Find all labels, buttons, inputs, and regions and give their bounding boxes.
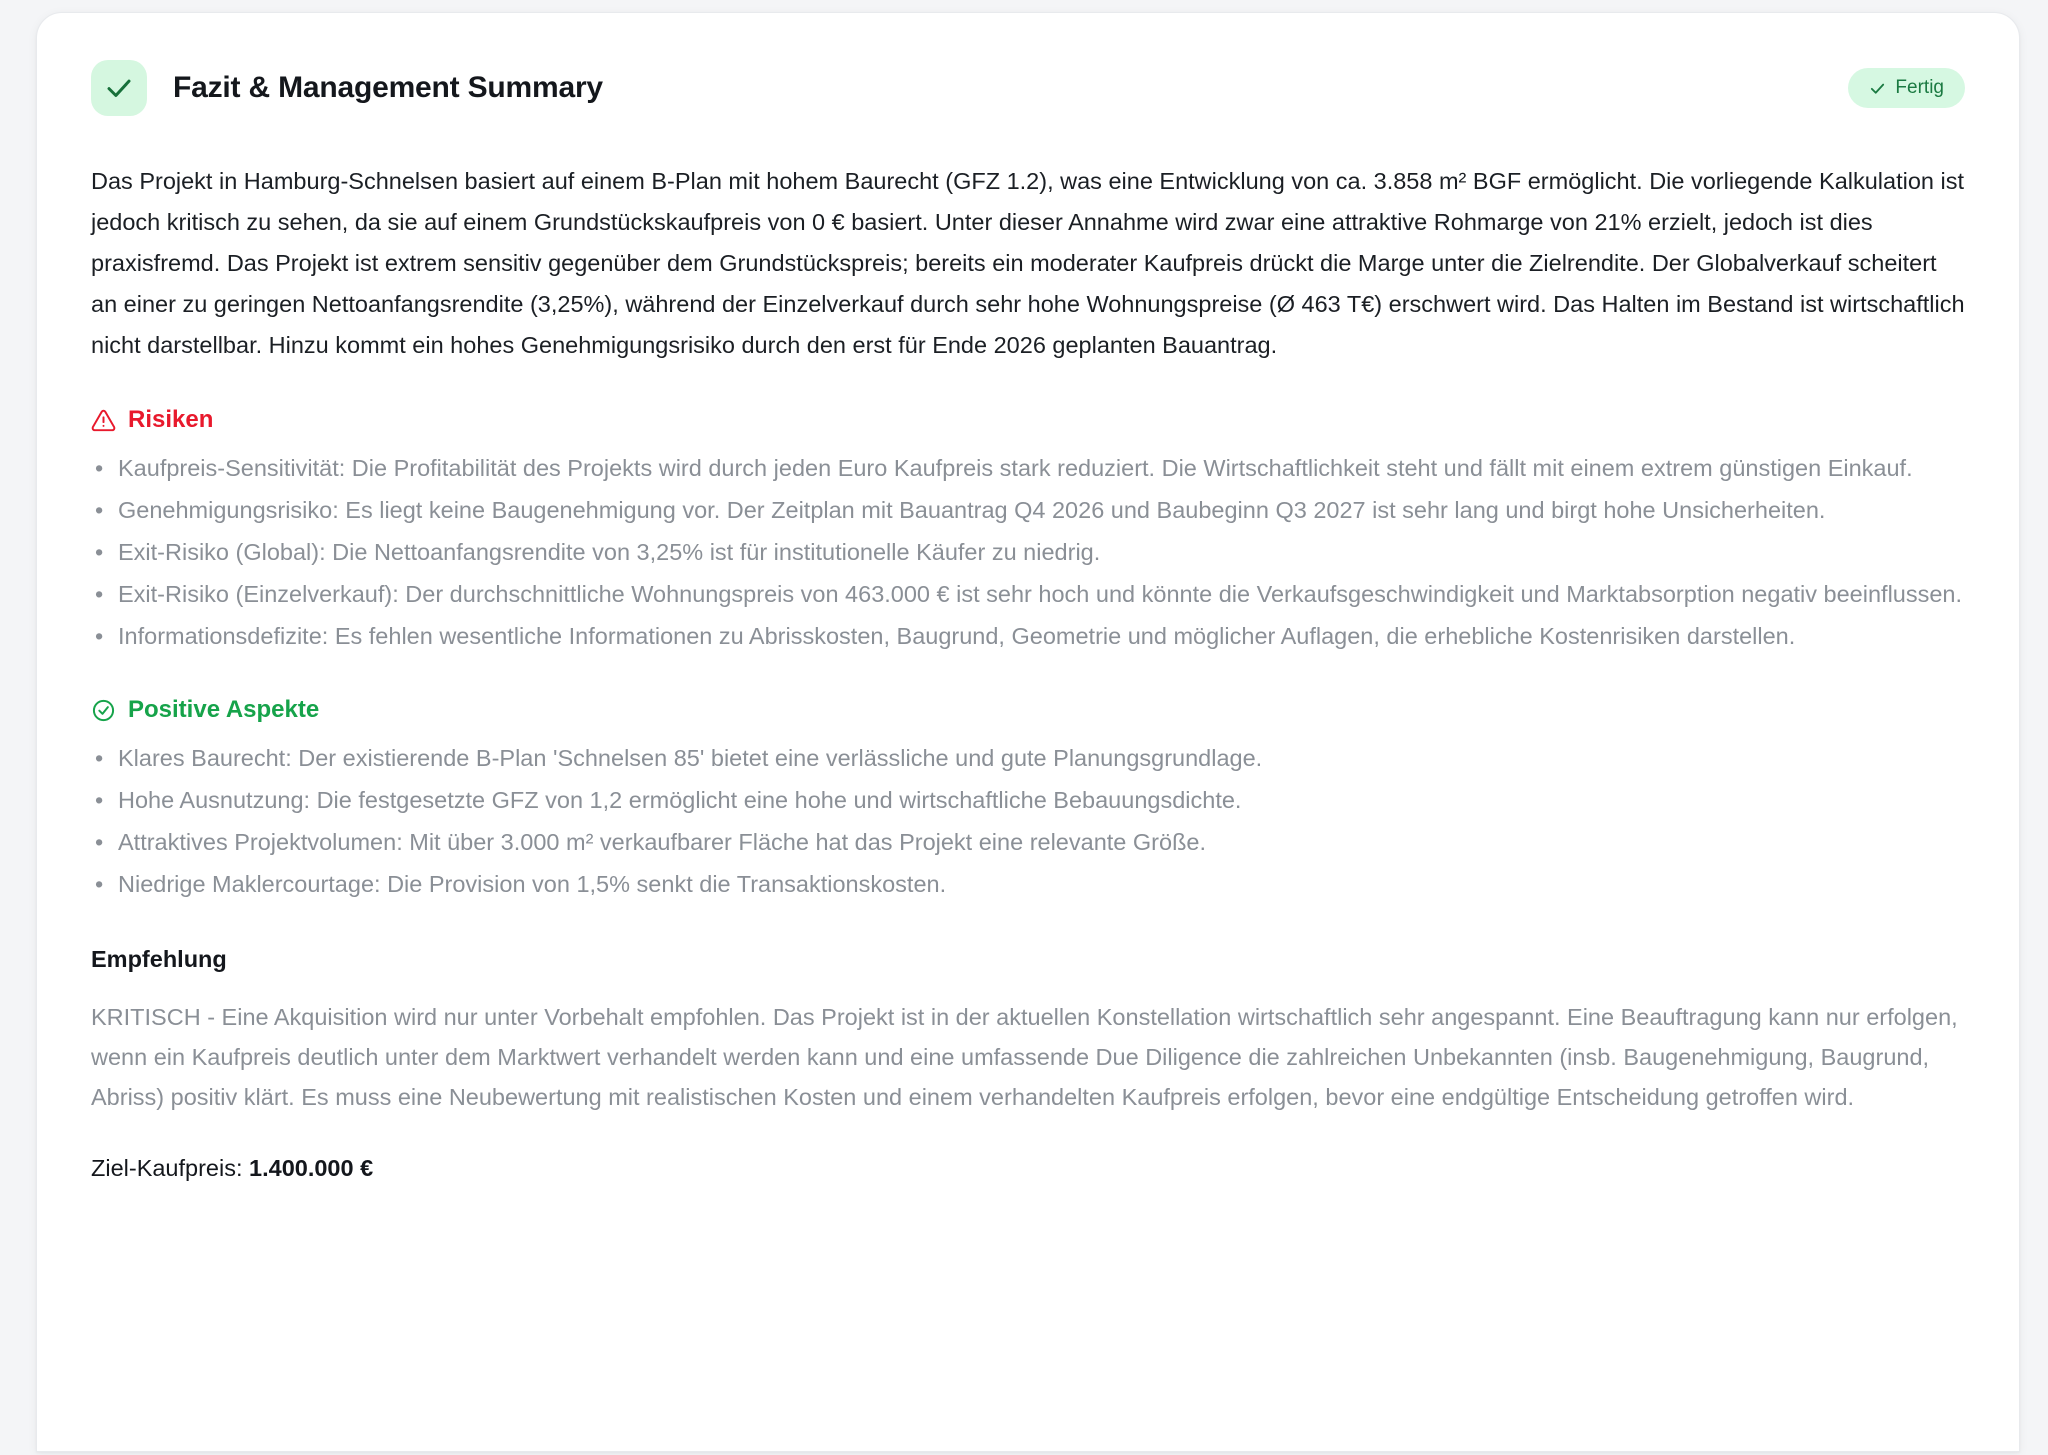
positives-list xyxy=(91,738,1965,904)
list-item: • Niedrige Maklercourtage: Die Provision von 1,5% senkt die Transaktionskosten. xyxy=(91,864,1965,904)
check-circle-icon xyxy=(91,698,116,723)
positives-heading-label: Positive Aspekte xyxy=(128,696,320,723)
target-price-row xyxy=(91,1155,1965,1222)
list-item: • Informationsdefizite: Es fehlen wesentliche Informationen zu Abrisskosten, Baugrund, Geometrie und möglicher Auflagen, die erhebliche Kostenrisiken darstellen. xyxy=(91,616,1965,656)
positives-section xyxy=(91,696,1965,904)
recommendation-text: KRITISCH - Eine Akquisition wird nur unter Vorbehalt empfohlen. Das Projekt ist in der aktuellen Konstellation wirtschaftlich sehr angespannt. Eine Beauftragung kann nur erfolgen, wenn ein Kaufpreis deutlich unter dem Marktwert verhandelt werden kann und eine umfassende Due Diligence die zahlreichen Unbekannten (insb. Baugenehmigung, Baugrund, Abriss) positiv klärt. Es muss eine Neubewertung mit realistischen Kosten und einem verhandelten Kaufpreis erfolgen, bevor eine endgültige Entscheidung getroffen wird. xyxy=(91,1003,1958,1110)
list-item: • Hohe Ausnutzung: Die festgesetzte GFZ von 1,2 ermöglicht eine hohe und wirtschaftliche Bebauungsdichte. xyxy=(91,780,1965,820)
summary-card xyxy=(36,12,2020,1452)
risks-section xyxy=(91,406,1965,656)
page-title: Fazit & Management Summary xyxy=(173,71,603,104)
target-price-value: 1.400.000 € xyxy=(249,1154,374,1181)
list-item: • Exit-Risiko (Global): Die Nettoanfangsrendite von 3,25% ist für institutionelle Käufer zu niedrig. xyxy=(91,532,1965,572)
risks-heading-label: Risiken xyxy=(128,406,214,433)
status-badge xyxy=(1848,68,1965,108)
risks-list xyxy=(91,448,1965,656)
risks-heading xyxy=(91,406,1965,434)
check-icon xyxy=(91,60,147,116)
list-item: • Kaufpreis-Sensitivität: Die Profitabilität des Projekts wird durch jeden Euro Kaufpreis stark reduziert. Die Wirtschaftlichkeit steht und fällt mit einem extrem günstigen Einkauf. xyxy=(91,448,1965,488)
list-item: • Klares Baurecht: Der existierende B-Plan 'Schnelsen 85' bietet eine verlässliche und gute Planungsgrundlage. xyxy=(91,738,1965,778)
summary-intro-paragraph: Das Projekt in Hamburg-Schnelsen basiert auf einem B-Plan mit hohem Baurecht (GFZ 1.2), was eine Entwicklung von ca. 3.858 m² BGF ermöglicht. Die vorliegende Kalkulation ist jedoch kritisch zu sehen, da sie auf einem Grundstückskaufpreis von 0 € basiert. Unter dieser Annahme wird zwar eine attraktive Rohmarge von 21% erzielt, jedoch ist dies praxisfremd. Das Projekt ist extrem sensitiv gegenüber dem Grundstückspreis; bereits ein moderater Kaufpreis drückt die Marge unter die Zielrendite. Der Globalverkauf scheitert an einer zu geringen Nettoanfangsrendite (3,25%), während der Einzelverkauf durch sehr hohe Wohnungspreise (Ø 463 T€) erschwert wird. Das Halten im Bestand ist wirtschaftlich nicht darstellbar. Hinzu kommt ein hohes Genehmigungsrisiko durch den erst für Ende 2026 geplanten Bauantrag. xyxy=(91,168,1965,358)
list-item: • Exit-Risiko (Einzelverkauf): Der durchschnittliche Wohnungspreis von 463.000 € ist sehr hoch und könnte die Verkaufsgeschwindigkeit und Marktabsorption negativ beeinflussen. xyxy=(91,574,1965,614)
list-item: • Attraktives Projektvolumen: Mit über 3.000 m² verkaufbarer Fläche hat das Projekt eine relevante Größe. xyxy=(91,822,1965,862)
check-icon xyxy=(1869,80,1886,97)
list-item: • Genehmigungsrisiko: Es liegt keine Baugenehmigung vor. Der Zeitplan mit Bauantrag Q4 2026 und Baubeginn Q3 2027 ist sehr lang und birgt hohe Unsicherheiten. xyxy=(91,490,1965,530)
recommendation-heading: Empfehlung xyxy=(91,946,227,972)
target-price-label: Ziel-Kaufpreis: xyxy=(91,1154,243,1181)
positives-heading xyxy=(91,696,1965,724)
card-header xyxy=(91,59,1965,117)
status-badge-label: Fertig xyxy=(1895,77,1944,98)
warning-triangle-icon xyxy=(91,408,116,433)
